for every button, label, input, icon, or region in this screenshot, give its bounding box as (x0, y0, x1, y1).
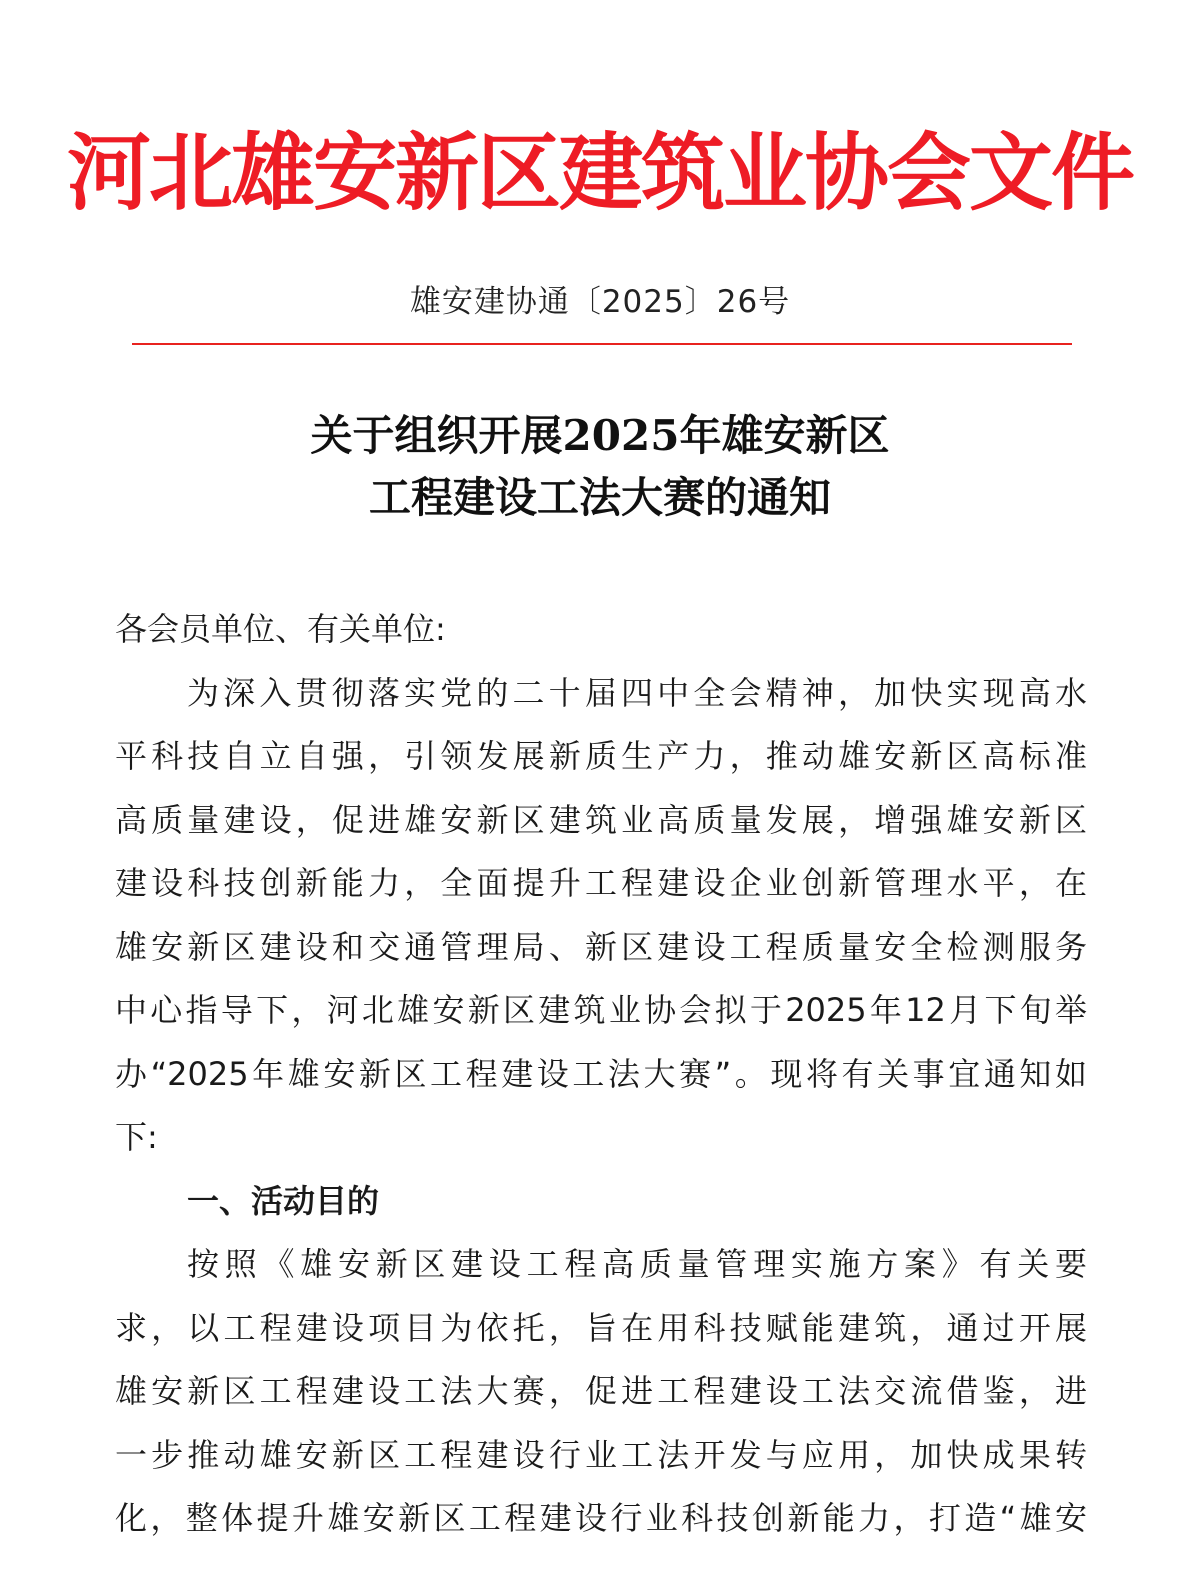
document-number: 雄安建协通〔2025〕26号 (409, 284, 791, 320)
paragraph-1-line: 建设科技创新能力，全面提升工程建设企业创新管理水平，在 (115, 864, 1087, 902)
paragraph-1-line: 为深入贯彻落实党的二十届四中全会精神，加快实现高水 (187, 673, 1087, 712)
paragraph-1-line: 高质量建设，促进雄安新区建筑业高质量发展，增强雄安新区 (115, 800, 1087, 839)
paragraph-1-line: 平科技自立自强，引领发展新质生产力，推动雄安新区高标准 (115, 737, 1087, 775)
document-body (115, 598, 1087, 1551)
paragraph-2-line: 一步推动雄安新区工程建设行业工法开发与应用，加快成果转 (115, 1435, 1087, 1474)
salutation: 各会员单位、有关单位: (115, 610, 446, 648)
paragraph-1-line: 办“2025年雄安新区工程建设工法大赛”。现将有关事宜通知如 (115, 1054, 1087, 1093)
paragraph-1-line: 中心指导下，河北雄安新区建筑业协会拟于2025年12月下旬举 (115, 991, 1087, 1029)
red-divider-line (132, 343, 1072, 345)
document-red-header: 河北雄安新区建筑业协会文件 (66, 123, 1133, 222)
paragraph-1-line: 下: (115, 1118, 158, 1156)
notice-title (0, 405, 1200, 529)
paragraph-2-line: 求，以工程建设项目为依托，旨在用科技赋能建筑，通过开展 (115, 1308, 1087, 1347)
paragraph-2-line: 按照《雄安新区建设工程高质量管理实施方案》有关要 (187, 1245, 1087, 1283)
notice-title-line-1: 关于组织开展2025年雄安新区 (310, 411, 890, 460)
paragraph-1-line: 雄安新区建设和交通管理局、新区建设工程质量安全检测服务 (115, 927, 1087, 966)
paragraph-2-line: 化，整体提升雄安新区工程建设行业科技创新能力，打造“雄安 (115, 1499, 1087, 1537)
section-1-heading: 一、活动目的 (187, 1181, 380, 1220)
paragraph-2-line: 雄安新区工程建设工法大赛，促进工程建设工法交流借鉴，进 (115, 1372, 1087, 1410)
notice-title-line-2: 工程建设工法大赛的通知 (368, 473, 831, 522)
